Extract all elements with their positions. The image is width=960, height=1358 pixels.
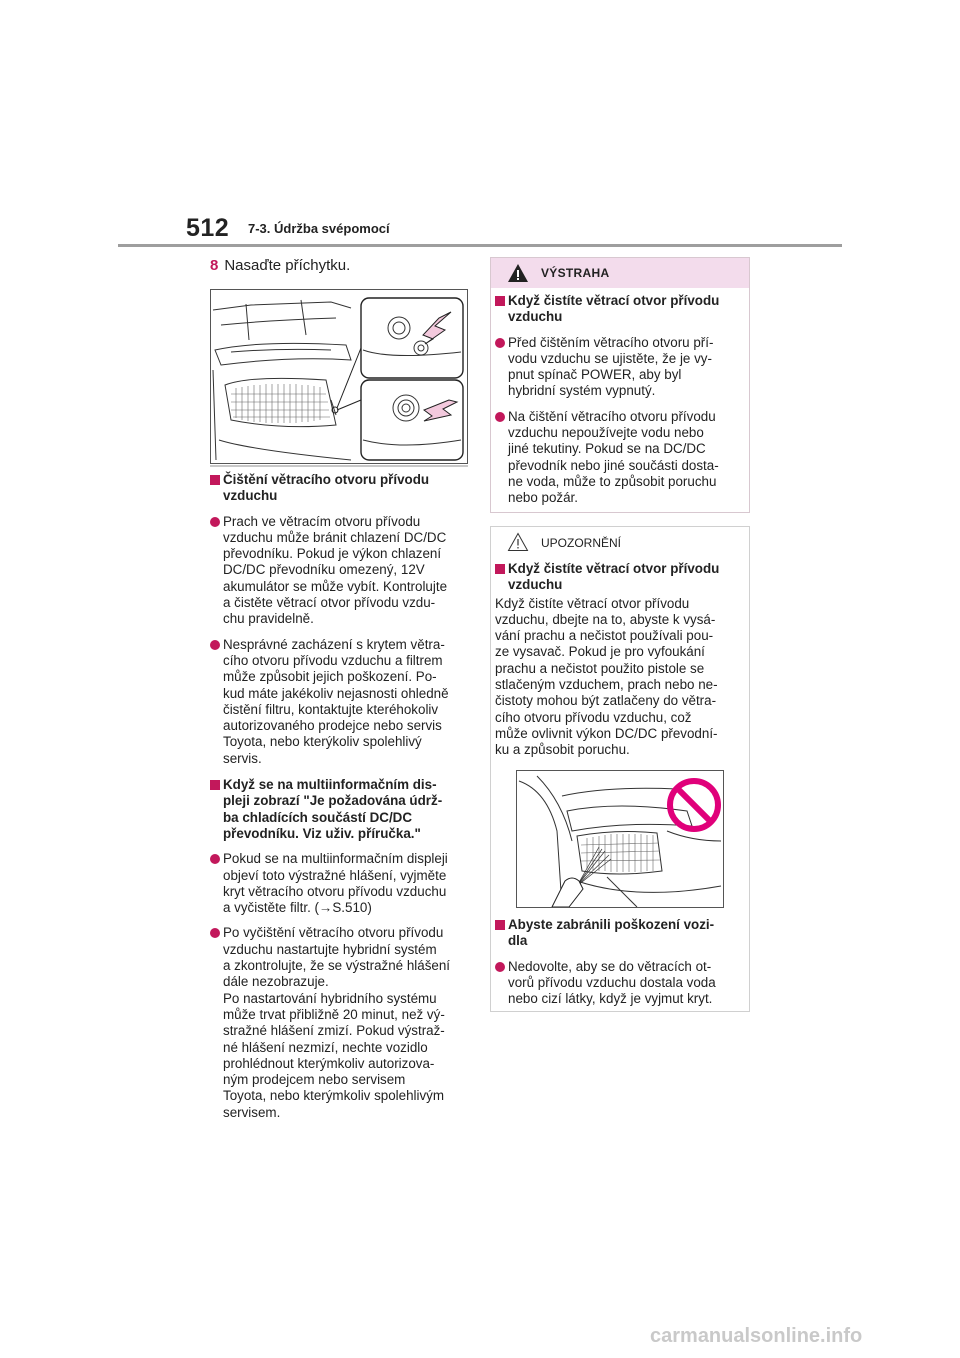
warning-header (491, 258, 749, 288)
bullet-improper-handling: Nesprávné zacházení s krytem větra- cího otvoru přívodu vzduchu a filtrem může způsobit jejich poškození. Po- kud máte jakékoliv nejasnosti ohledně čistění filtru, kontaktujte kteréhokoliv autorizovaného prodejce nebo servis Toyota, nebo kterýkoliv spolehlivý servis. (210, 637, 468, 767)
round-bullet-icon (495, 338, 505, 348)
caution-content (495, 561, 743, 759)
warning-triangle-icon (507, 263, 529, 283)
caution-label: UPOZORNĚNÍ (541, 536, 622, 550)
header-divider (118, 244, 842, 247)
no-compressed-air-illustration (516, 770, 724, 908)
warning-heading: Když čistíte větrací otvor přívodu vzduchu (495, 293, 743, 326)
step-8 (210, 257, 350, 274)
footer-watermark: carmanualsonline.info (650, 1325, 863, 1347)
warning-bullet-no-water: Na čištění větracího otvoru přívodu vzduchu nepoužívejte vodu nebo jiné tekutiny. Pokud se na DC/DC převodník nebo jiné součásti dosta- ne voda, může to způsobit poruchu nebo požár. (495, 409, 743, 507)
heading-cleaning-vent: Čištění větracího otvoru přívodu vzduchu (210, 472, 468, 505)
vent-clip-drawing (211, 290, 467, 463)
caution-header (491, 527, 749, 557)
round-bullet-icon (210, 640, 220, 650)
round-bullet-icon (495, 962, 505, 972)
step-text: Nasaďte příchytku. (224, 257, 351, 274)
clip-install-illustration (210, 289, 468, 464)
square-bullet-icon (495, 296, 505, 306)
warning-label: VÝSTRAHA (541, 266, 610, 280)
page-number: 512 (186, 214, 230, 242)
caution-heading-cleaning: Když čistíte větrací otvor přívodu vzduchu (495, 561, 743, 594)
warning-content (495, 293, 743, 507)
square-bullet-icon (210, 780, 220, 790)
left-column (210, 472, 468, 1121)
caution-paragraph: Když čistíte větrací otvor přívodu vzduchu, dbejte na to, abyste k vysá- vání prachu a nečistot používali pou- ze vysavač. Pokud je pro vyfoukání prachu a nečistot použito pistole se stlačeným vzduchem, prach nebo ne- čistoty mohou být zatlačeny do větra- cího otvoru přívodu vzduchu, což může ovlivnit výkon DC/DC převodní- ku a způsobit poruchu. (495, 595, 718, 758)
caution-triangle-icon (507, 532, 529, 552)
section-title: 7-3. Údržba svépomocí (248, 221, 390, 236)
caution-bullet-foreign-matter: Nedovolte, aby se do větracích ot- vorů přívodu vzduchu dostala voda nebo cizí látky, když je vyjmut kryt. (495, 959, 743, 1008)
round-bullet-icon (210, 854, 220, 864)
bullet-after-cleaning: Po vyčištění větracího otvoru přívodu vzduchu nastartujte hybridní systém a zkontrolujte, že se výstražné hlášení dále nezobrazuje. Po nastartování hybridního systému může trvat přibližně 20 minut, než vý- stražné hlášení zmizí. Pokud výstraž- né hlášení nezmizí, nechte vozidlo prohlédnout kterýmkoliv autorizova- ným prodejcem nebo servisem Toyota, nebo kterýmkoliv spolehlivým servisem. (210, 925, 468, 1121)
square-bullet-icon (210, 475, 220, 485)
square-bullet-icon (495, 564, 505, 574)
caution-box (490, 526, 750, 1012)
round-bullet-icon (210, 517, 220, 527)
heading-multiinfo-display: Když se na multiinformačním dis- pleji zobrazí "Je požadována údrž- ba chladících součástí DC/DC převodníku. Viz uživ. příručka." (210, 777, 468, 842)
caution-content-lower (495, 917, 743, 1007)
figure-underline (210, 465, 468, 467)
step-number: 8 (210, 257, 219, 274)
round-bullet-icon (210, 928, 220, 938)
bullet-message-appears: Pokud se na multiinformačním displeji objeví toto výstražné hlášení, vyjměte kryt větracího otvoru přívodu vzduchu a vyčistěte filtr. (→S.510) (210, 851, 468, 916)
warning-box (490, 257, 750, 513)
caution-heading-damage: Abyste zabránili poškození vozi- dla (495, 917, 743, 950)
round-bullet-icon (495, 412, 505, 422)
vent-brush-drawing (517, 771, 723, 907)
bullet-dust-cooling: Prach ve větracím otvoru přívodu vzduchu může bránit chlazení DC/DC převodníku. Pokud je výkon chlazení DC/DC převodníku omezený, 12V akumulátor se může vybít. Kontrolujte a čistěte větrací otvor přívodu vzdu- chu pravidelně. (210, 514, 468, 628)
square-bullet-icon (495, 920, 505, 930)
warning-bullet-power-off: Před čištěním větracího otvoru pří- vodu vzduchu se ujistěte, že je vy- pnut spínač POWER, aby byl hybridní systém vypnutý. (495, 335, 743, 400)
